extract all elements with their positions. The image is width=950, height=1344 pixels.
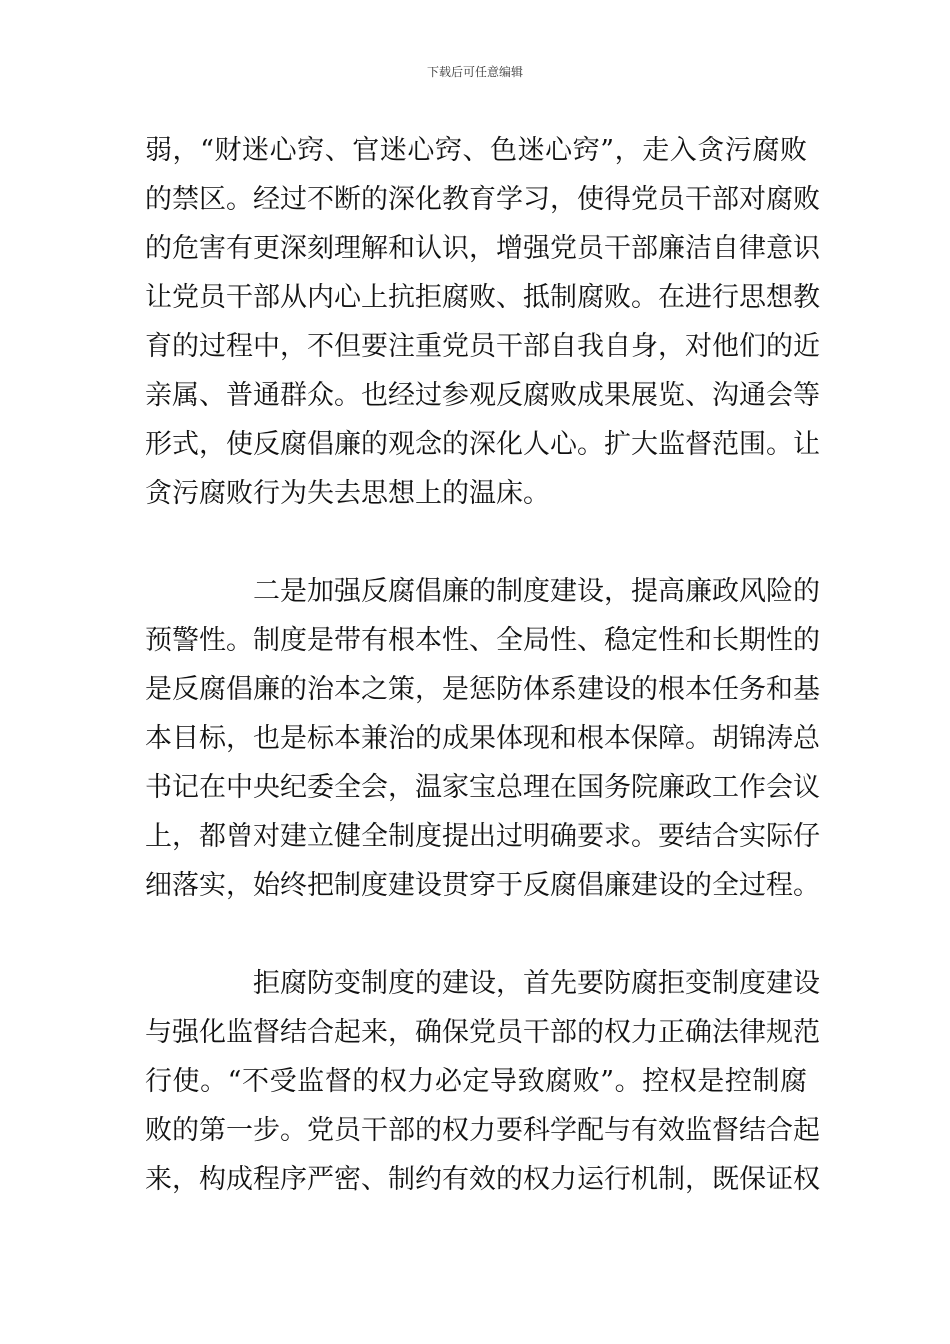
paragraph-1 [145, 126, 820, 518]
text-line: 让党员干部从内心上抗拒腐败、抵制腐败。在进行思想教 [145, 282, 820, 313]
text-line: 亲属、普通群众。也经过参观反腐败成果展览、沟通会等 [145, 380, 820, 411]
text-line: 二是加强反腐倡廉的制度建设，提高廉政风险的 [253, 576, 820, 607]
text-line: 形式，使反腐倡廉的观念的深化人心。扩大监督范围。让 [145, 429, 820, 460]
text-line: 败的第一步。党员干部的权力要科学配与有效监督结合起 [145, 1115, 820, 1146]
text-line: 是反腐倡廉的治本之策，是惩防体系建设的根本任务和基 [145, 674, 820, 705]
document-body [145, 126, 820, 1204]
paragraph-2 [145, 567, 820, 910]
text-line: 上，都曾对建立健全制度提出过明确要求。要结合实际仔 [145, 821, 820, 852]
page-header: 下载后可任意编辑 [426, 65, 523, 79]
text-line: 行使。“不受监督的权力必定导致腐败”。控权是控制腐 [145, 1066, 807, 1097]
text-line: 的禁区。经过不断的深化教育学习，使得党员干部对腐败 [145, 184, 820, 215]
text-line: 贪污腐败行为失去思想上的温床。 [145, 478, 550, 509]
text-line: 育的过程中，不但要注重党员干部自我自身，对他们的近 [145, 331, 820, 362]
text-line: 与强化监督结合起来，确保党员干部的权力正确法律规范 [145, 1017, 820, 1048]
text-line: 细落实，始终把制度建设贯穿于反腐倡廉建设的全过程。 [145, 870, 820, 901]
paragraph-spacer [145, 910, 807, 959]
paragraph-spacer [145, 518, 807, 567]
paragraph-3 [145, 959, 820, 1204]
text-line: 书记在中央纪委全会，温家宝总理在国务院廉政工作会议 [145, 772, 820, 803]
text-line: 拒腐防变制度的建设，首先要防腐拒变制度建设 [253, 968, 820, 999]
text-line: 预警性。制度是带有根本性、全局性、稳定性和长期性的 [145, 625, 820, 656]
text-line: 来，构成程序严密、制约有效的权力运行机制，既保证权 [145, 1164, 820, 1195]
text-line: 弱，“财迷心窍、官迷心窍、色迷心窍”，走入贪污腐败 [145, 135, 807, 166]
text-line: 的危害有更深刻理解和认识，增强党员干部廉洁自律意识 [145, 233, 820, 264]
text-line: 本目标，也是标本兼治的成果体现和根本保障。胡锦涛总 [145, 723, 820, 754]
